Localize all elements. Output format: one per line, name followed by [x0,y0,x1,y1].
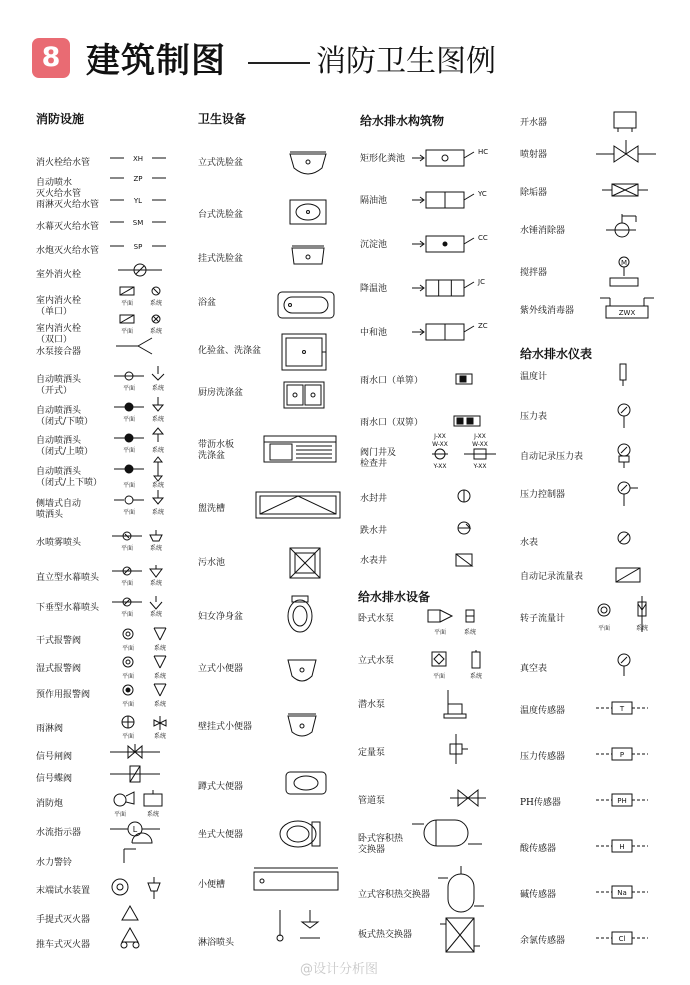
structure-item-8-label: 水封井 [360,494,388,504]
well-code: W-XX [472,441,488,448]
sanitary-item-13-label: 坐式大便器 [198,830,244,840]
system-caption: 系统 [153,645,167,652]
structure-item-3-label: 降温池 [360,284,388,294]
structure-item-10-label: 水表井 [360,556,388,566]
plan-caption: 平面 [597,625,611,632]
equipment-item-2-symbol [440,690,470,720]
structure-item-10-symbol [454,552,478,570]
misc-item-1-label: 喷射器 [520,150,548,160]
fire-item-26-symbol [110,877,170,907]
sanitary-item-0-symbol [288,150,332,184]
fire-item-21-label: 信号闸阀 [36,752,73,762]
fire-item-11-label: 自动喷洒头 （闭式/上喷） [36,436,94,457]
instrument-item-6-label: 转子流量计 [520,614,566,624]
fire-item-22-symbol [110,766,170,786]
sanitary-item-7-label: 盥洗槽 [198,504,226,514]
fire-item-19-symbol [116,684,176,714]
well-code: Y-XX [473,463,487,470]
misc-item-3-label: 水锤消除器 [520,226,566,236]
section-title-sanitary: 卫生设备 [198,112,247,126]
pipe-code: ZP [133,175,143,183]
page-subtitle: 消防卫生图例 [316,44,496,79]
pipe-code: SM [132,219,144,227]
sanitary-item-5-label: 厨房洗涤盆 [198,388,244,398]
sanitary-item-15-symbol [270,908,330,944]
system-caption: 系统 [149,328,163,335]
instrument-item-8-symbol [596,700,652,718]
tank-code: YC [478,190,487,198]
fire-item-28-symbol [114,928,154,952]
sanitary-item-0-label: 立式洗脸盆 [198,158,244,168]
instrument-item-10-symbol [596,792,652,810]
fire-item-15-symbol [112,565,172,595]
instrument-item-10-label: PH传感器 [520,798,561,808]
system-caption: 系统 [149,545,163,552]
sanitary-item-11-symbol [286,712,320,742]
pipe-code: SP [133,243,143,251]
instrument-item-3-symbol [616,482,642,510]
instrument-item-0-label: 温度计 [520,372,548,382]
sanitary-item-10-label: 立式小便器 [198,664,244,674]
misc-item-1-symbol [596,140,660,166]
instrument-item-1-label: 压力表 [520,412,548,422]
instrument-item-7-label: 真空表 [520,664,548,674]
fire-item-14-symbol [112,530,172,560]
instrument-item-0-symbol [616,364,632,390]
system-caption: 系统 [146,811,160,818]
fire-item-8-symbol [116,338,166,358]
structure-item-9-label: 跌水井 [360,526,388,536]
sensor-code: H [619,843,625,851]
sanitary-item-9-symbol [286,594,316,636]
system-caption: 系统 [151,482,165,489]
fire-item-23-label: 消防炮 [36,799,64,809]
fire-item-2-label: 雨淋灭火给水管 [36,200,100,210]
system-caption: 系统 [149,300,163,307]
sanitary-item-4-label: 化验盆、洗涤盆 [198,346,262,356]
sanitary-item-15-label: 淋浴喷头 [198,938,235,948]
fire-item-10-label: 自动喷洒头 （闭式/下喷） [36,406,94,427]
fire-item-15-label: 直立型水幕喷头 [36,573,100,583]
fire-item-27-symbol [114,906,154,926]
fire-item-5-label: 室外消火栓 [36,270,82,280]
equipment-item-3-label: 定量泵 [358,748,386,758]
well-code: W-XX [432,441,448,448]
sanitary-item-6-label: 带沥水板 洗涤盆 [198,440,235,461]
sanitary-item-1-label: 台式洗脸盆 [198,210,244,220]
sanitary-item-8-symbol [288,546,324,582]
system-caption: 系统 [151,416,165,423]
sanitary-item-9-label: 妇女净身盆 [198,612,244,622]
tank-code: ZC [478,322,488,330]
equipment-item-0-label: 卧式水泵 [358,614,395,624]
instrument-item-9-label: 压力传感器 [520,752,566,762]
system-caption: 系统 [151,385,165,392]
fire-item-22-label: 信号蝶阀 [36,774,73,784]
fire-item-9-symbol [114,366,174,400]
instrument-item-4-symbol [616,530,636,550]
fire-item-3-symbol [110,216,180,230]
fire-item-18-label: 湿式报警阀 [36,664,82,674]
system-caption: 系统 [151,447,165,454]
misc-item-0-label: 开水器 [520,118,548,128]
fire-item-14-label: 水喷雾喷头 [36,538,82,548]
misc-item-2-label: 除垢器 [520,188,548,198]
system-caption: 系统 [463,629,477,636]
structure-item-5-label: 雨水口（单箅） [360,376,424,386]
instrument-item-11-label: 酸传感器 [520,844,557,854]
equipment-item-6-label: 立式容积热交换器 [358,890,431,900]
sanitary-item-12-label: 蹲式大便器 [198,782,244,792]
fire-item-8-label: 水泵接合器 [36,347,82,357]
equipment-item-7-label: 板式热交换器 [358,930,413,940]
fire-item-9-label: 自动喷洒头 （开式） [36,375,82,396]
sanitary-item-13-symbol [276,816,326,852]
fire-item-13-label: 侧墙式自动 喷洒头 [36,499,82,520]
chapter-badge: 8 [32,38,70,78]
plan-caption: 平面 [122,509,136,516]
plan-caption: 平面 [121,733,135,740]
instrument-item-6-symbol [596,596,658,636]
instrument-item-7-symbol [616,654,636,682]
section-title-fire: 消防设施 [36,112,85,126]
instrument-item-5-symbol [614,566,644,586]
header [0,0,690,92]
misc-item-5-symbol [600,292,660,322]
plan-caption: 平面 [120,580,134,587]
structure-item-1-label: 隔油池 [360,196,388,206]
fire-item-17-label: 干式报警阀 [36,636,82,646]
fire-item-25-symbol [114,841,174,867]
instrument-item-3-label: 压力控制器 [520,490,566,500]
sensor-code: P [619,751,625,759]
structure-item-6-label: 雨水口（双箅） [360,418,424,428]
fire-item-7-label: 室内消火栓 （双口） [36,324,82,345]
system-caption: 系统 [153,733,167,740]
system-caption: 系统 [635,625,649,632]
plan-caption: 平面 [120,300,134,307]
system-caption: 系统 [149,580,163,587]
misc-code: ZWX [618,309,636,317]
sanitary-item-6-symbol [262,434,340,466]
structure-item-6-symbol [452,414,486,430]
plan-caption: 平面 [122,385,136,392]
sensor-code: T [619,705,625,713]
instrument-item-12-symbol [596,884,652,902]
equipment-item-1-label: 立式水泵 [358,656,395,666]
system-caption: 系统 [153,701,167,708]
structure-item-4-label: 中和池 [360,328,388,338]
svg-text:L: L [132,825,138,834]
system-caption: 系统 [153,673,167,680]
misc-item-5-label: 紫外线消毒器 [520,306,575,316]
sanitary-item-14-label: 小便槽 [198,880,226,890]
fire-item-1-label: 自动喷水 灭火给水管 [36,178,82,199]
plan-caption: 平面 [121,673,135,680]
equipment-item-3-symbol [446,734,472,766]
sensor-code: PH [617,797,627,805]
structure-item-3-symbol [412,278,494,300]
plan-caption: 平面 [113,811,127,818]
fire-item-0-symbol [110,152,180,166]
sanitary-item-3-label: 浴盆 [198,298,217,308]
page-title: 建筑制图 [86,41,226,81]
system-caption: 系统 [149,611,163,618]
tank-code: HC [478,148,489,156]
fire-item-2-symbol [110,194,180,208]
fire-item-16-label: 下垂型水幕喷头 [36,603,100,613]
plan-caption: 平面 [120,611,134,618]
section-title-instruments: 给水排水仪表 [520,347,593,361]
fire-item-28-label: 推车式灭火器 [36,940,91,950]
fire-item-11-symbol [114,428,174,462]
instrument-item-12-label: 碱传感器 [520,890,557,900]
sanitary-item-1-symbol [288,198,332,230]
fire-item-13-symbol [114,490,174,524]
section-title-structures: 给水排水构筑物 [360,114,445,128]
fire-item-21-symbol [110,744,170,764]
sanitary-item-3-symbol [276,290,338,322]
plan-caption: 平面 [121,701,135,708]
equipment-item-7-symbol [440,916,480,954]
sanitary-item-11-label: 壁挂式小便器 [198,722,253,732]
fire-item-7-symbol [116,313,176,341]
sanitary-item-2-symbol [288,244,332,268]
structure-item-2-label: 沉淀池 [360,240,388,250]
equipment-item-5-symbol [412,818,486,850]
instrument-item-13-symbol [596,930,652,948]
structure-item-4-symbol [412,322,494,344]
instrument-item-9-symbol [596,746,652,764]
instrument-item-2-label: 自动记录压力表 [520,452,584,462]
structure-item-5-symbol [454,372,478,388]
instrument-item-5-label: 自动记录流量表 [520,572,584,582]
tank-code: CC [478,234,488,242]
fire-item-3-label: 水幕灭火给水管 [36,222,100,232]
fire-item-20-label: 雨淋阀 [36,724,64,734]
misc-item-0-symbol [612,110,642,136]
structure-item-0-symbol [412,148,494,170]
structure-item-9-symbol [456,520,476,540]
instrument-item-1-symbol [616,404,636,432]
well-code: J-XX [434,433,446,440]
plan-caption: 平面 [122,416,136,423]
misc-item-4-symbol [604,256,644,288]
equipment-item-5-label: 卧式容积热 交换器 [358,834,404,855]
structure-item-7-symbol [424,430,504,472]
fire-item-19-label: 预作用报警阀 [36,690,91,700]
pipe-code: XH [132,155,144,163]
instrument-item-2-symbol [616,444,642,472]
instrument-item-8-label: 温度传感器 [520,706,566,716]
structure-item-1-symbol [412,190,494,212]
fire-item-10-symbol [114,397,174,431]
equipment-item-6-symbol [438,866,486,914]
misc-item-4-label: 搅拌器 [520,268,548,278]
sanitary-item-4-symbol [280,332,330,374]
sanitary-item-12-symbol [284,770,330,798]
structure-item-8-symbol [456,488,476,508]
fire-item-20-symbol [116,716,176,746]
fire-item-1-symbol [110,172,180,186]
fire-item-4-symbol [110,240,180,254]
equipment-item-4-symbol [450,788,490,810]
plan-caption: 平面 [433,629,447,636]
fire-item-26-label: 末端试水装置 [36,886,91,896]
fire-item-0-label: 消火栓给水管 [36,158,91,168]
instrument-item-11-symbol [596,838,652,856]
misc-item-2-symbol [602,180,652,202]
fire-item-5-symbol [118,262,168,282]
fire-item-24-symbol [110,821,170,841]
fire-item-4-label: 水炮灭火给水管 [36,246,100,256]
equipment-item-1-symbol [430,650,490,682]
well-code: Y-XX [433,463,447,470]
structure-item-2-symbol [412,234,494,256]
sanitary-item-8-label: 污水池 [198,558,226,568]
equipment-item-4-label: 管道泵 [358,796,386,806]
equipment-item-2-label: 潜水泵 [358,700,386,710]
structure-item-7-label: 阀门井及 检查井 [360,448,397,469]
plan-caption: 平面 [122,447,136,454]
fire-item-6-label: 室内消火栓 （单口） [36,296,82,317]
fire-item-16-symbol [112,596,172,626]
misc-item-3-symbol [606,214,642,244]
system-caption: 系统 [151,509,165,516]
section-title-equipment: 给水排水设备 [358,590,431,604]
well-code: J-XX [474,433,486,440]
instrument-item-4-label: 水表 [520,538,539,548]
plan-caption: 平面 [120,328,134,335]
watermark: @设计分析图 [300,962,379,977]
plan-caption: 平面 [432,673,446,680]
equipment-item-0-symbol [426,608,486,640]
sanitary-item-5-symbol [282,380,328,412]
fire-item-25-label: 水力警铃 [36,858,73,868]
plan-caption: 平面 [120,545,134,552]
plan-caption: 平面 [121,645,135,652]
misc-code: M [620,259,628,267]
fire-item-24-label: 水流指示器 [36,828,82,838]
tank-code: JC [478,278,485,286]
plan-caption: 平面 [122,482,136,489]
sanitary-item-14-symbol [252,866,342,894]
fire-item-6-symbol [116,285,176,313]
fire-item-17-symbol [116,628,176,658]
fire-item-12-label: 自动喷洒头 （闭式/上下喷） [36,467,103,488]
fire-item-27-label: 手提式灭火器 [36,915,91,925]
sanitary-item-7-symbol [254,490,344,522]
sanitary-item-10-symbol [286,656,320,688]
structure-item-0-label: 矩形化粪池 [360,154,406,164]
pipe-code: YL [133,197,143,205]
sanitary-item-2-label: 挂式洗脸盆 [198,254,244,264]
fire-item-18-symbol [116,656,176,686]
sensor-code: Cl [618,935,626,943]
title-dash [248,62,310,64]
system-caption: 系统 [469,673,483,680]
sensor-code: Na [617,889,627,897]
instrument-item-13-label: 余氯传感器 [520,936,566,946]
